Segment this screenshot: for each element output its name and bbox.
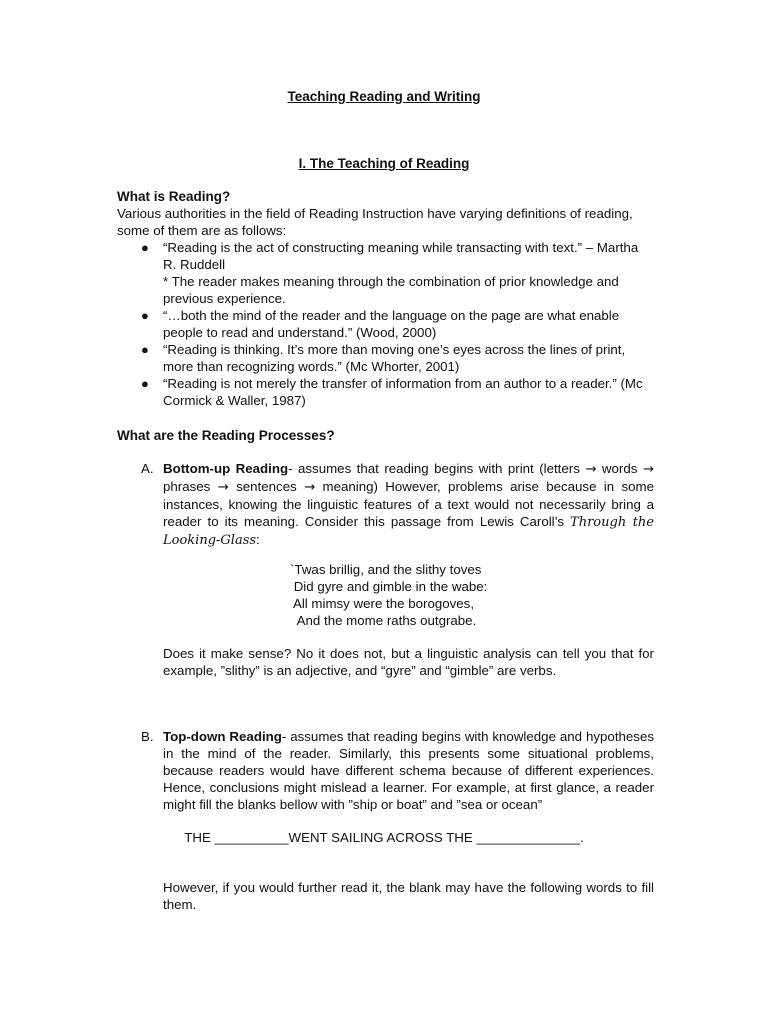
document-title: Teaching Reading and Writing — [287, 89, 481, 104]
bottom-up-paragraph — [163, 460, 654, 549]
definitions-list — [117, 239, 654, 409]
top-down-followup: However, if you would further read it, the blank may have the following words to fill them. — [163, 880, 654, 912]
list-item — [117, 307, 654, 341]
bottom-up-text: - assumes that reading begins with print (letters — [288, 461, 586, 476]
top-down-paragraph — [163, 728, 654, 813]
definition-text: “…both the mind of the reader and the language on the page are what enable people to read and understand.” (Wood, 2000) — [163, 308, 620, 340]
poem-line: Did gyre and gimble in the wabe: — [290, 579, 488, 594]
arrow-icon: → — [642, 462, 655, 477]
poem-line: And the mome raths outgrabe. — [290, 613, 477, 628]
book-title: Through the Looking-Glass — [163, 515, 654, 548]
bottom-up-text: : — [256, 532, 260, 547]
bottom-up-text: meaning) However, problems arise because in some instances, knowing the linguistic features of a text would not necessarily bring a reader to its meaning. Consider this passage from Lewis Caroll’s — [163, 479, 654, 529]
bullet-icon: ● — [141, 308, 149, 323]
bullet-icon: ● — [141, 240, 149, 255]
bottom-up-item — [117, 460, 654, 549]
list-item — [117, 341, 654, 375]
fill-in-blank-sentence: THE __________WENT SAILING ACROSS THE ______________. — [184, 830, 584, 845]
bottom-up-followup: Does it make sense? No it does not, but a linguistic analysis can tell you that for example, ”slithy” is an adjective, and “gyre” and “gimble” are verbs. — [163, 646, 654, 678]
item-letter: B. — [141, 729, 154, 744]
section-heading: I. The Teaching of Reading — [298, 156, 470, 171]
bullet-icon: ● — [141, 376, 149, 391]
bullet-icon: ● — [141, 342, 149, 357]
arrow-icon: → — [304, 480, 316, 495]
bottom-up-text: words — [596, 461, 643, 476]
bottom-up-text: phrases — [163, 479, 218, 494]
arrow-icon: → — [585, 462, 597, 477]
list-item — [117, 375, 654, 409]
reading-intro-paragraph: Various authorities in the field of Reading Instruction have varying definitions of reading, some of them are as follows: — [117, 206, 633, 238]
what-is-reading-heading: What is Reading? — [117, 189, 231, 204]
top-down-item — [117, 728, 654, 813]
definition-text: “Reading is the act of constructing meaning while transacting with text.” – Martha R. Ruddell — [163, 240, 639, 272]
poem-excerpt — [290, 561, 590, 629]
item-letter: A. — [141, 461, 154, 476]
arrow-icon: → — [217, 480, 229, 495]
top-down-text: - assumes that reading begins with knowledge and hypotheses in the mind of the reader. Similarly, this presents some situational problems, because readers would have different schema because of different experiences. Hence, conclusions might mislead a learner. For example, at first glance, a reader might fill the blanks bellow with ”ship or boat” and ”sea or ocean” — [163, 729, 654, 812]
bottom-up-term: Bottom-up Reading — [163, 461, 289, 476]
poem-line: All mimsy were the borogoves, — [290, 596, 475, 611]
list-item — [117, 239, 654, 307]
top-down-term: Top-down Reading — [163, 729, 282, 744]
definition-note: * The reader makes meaning through the combination of prior knowledge and previous experience. — [163, 274, 619, 306]
definition-text: “Reading is thinking. It’s more than moving one’s eyes across the lines of print, more than recognizing words.” (Mc Whorter, 2001) — [163, 342, 626, 374]
poem-line: `Twas brillig, and the slithy toves — [290, 562, 482, 577]
bottom-up-text: sentences — [228, 479, 305, 494]
definition-text: “Reading is not merely the transfer of information from an author to a reader.” (Mc Cormick & Waller, 1987) — [163, 376, 643, 408]
reading-processes-heading: What are the Reading Processes? — [117, 428, 335, 443]
